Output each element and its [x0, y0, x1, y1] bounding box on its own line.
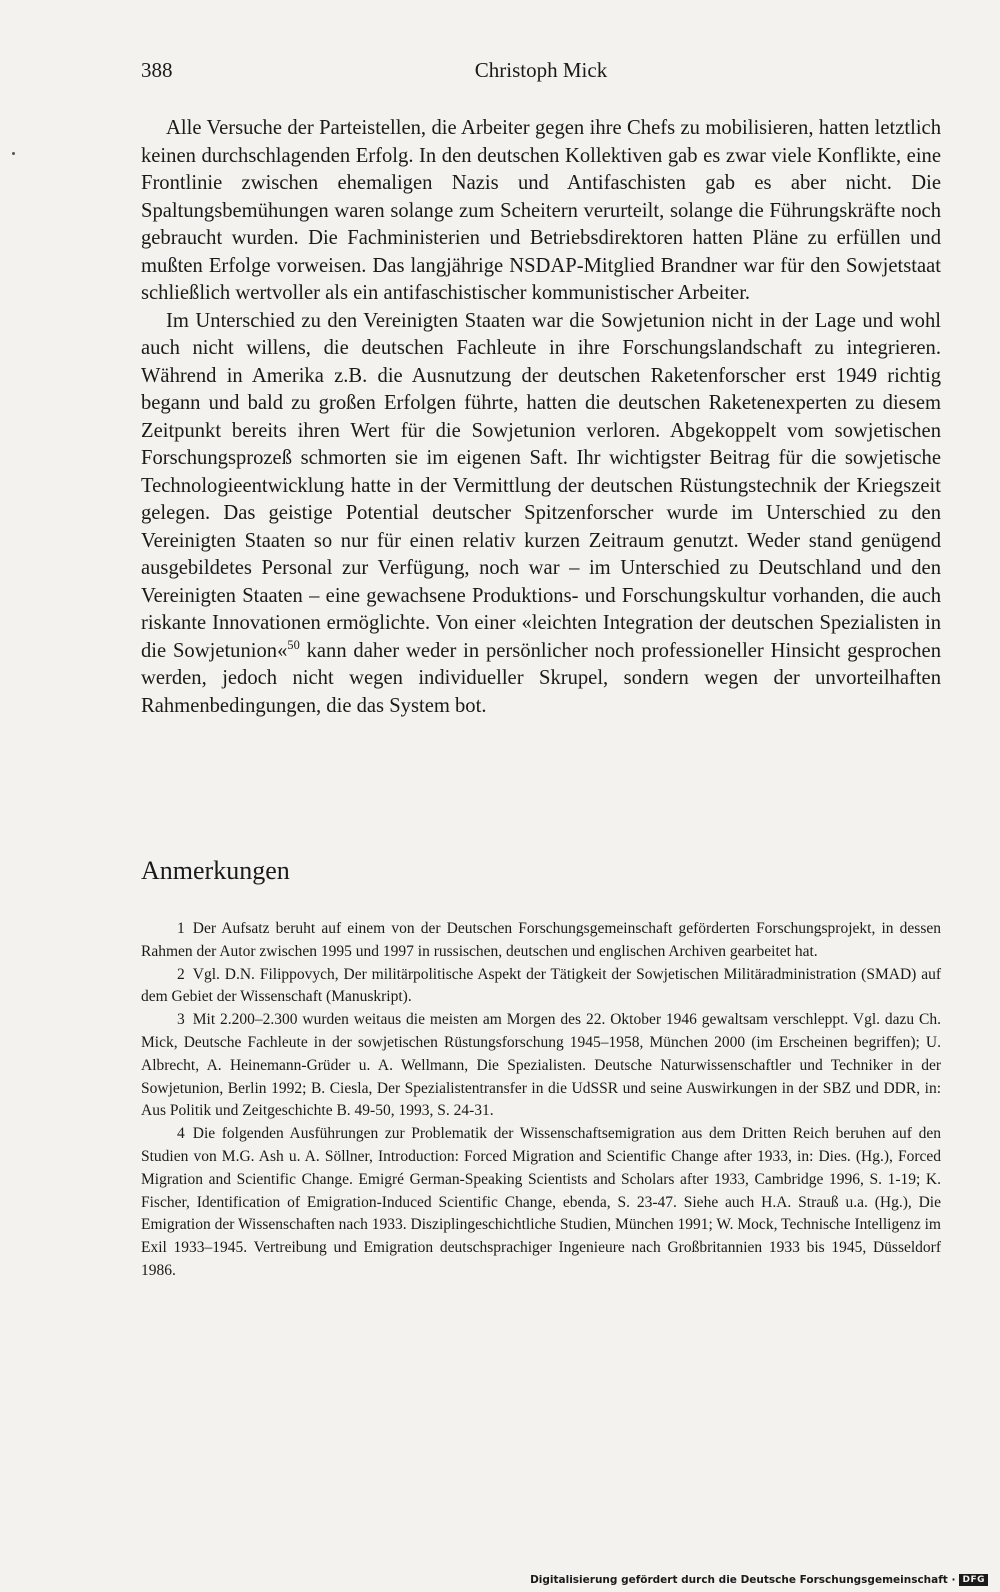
- note-item: [141, 1009, 941, 1123]
- dfg-logo-icon: DFG: [959, 1574, 988, 1586]
- note-number: 1: [177, 920, 185, 937]
- margin-mark: [12, 152, 15, 155]
- paragraph-2: [141, 308, 941, 721]
- footer-text: Digitalisierung gefördert durch die Deutsche Forschungsgemeinschaft ·: [530, 1574, 956, 1586]
- page-header: [141, 58, 941, 88]
- digitization-footer: [530, 1574, 988, 1586]
- note-text: Mit 2.200–2.300 wurden weitaus die meisten am Morgen des 22. Oktober 1946 gewaltsam verschleppt. Vgl. dazu Ch. Mick, Deutsche Fachleute in der sowjetischen Rüstungsforschung 1945–1958, München 2000 (im Erscheinen begriffen); U. Albrecht, A. Heinemann-Grüder u. A. Wellmann, Die Spezialisten. Deutsche Naturwissenschaftler und Techniker in der Sowjetunion, Berlin 1992; B. Ciesla, Der Spezialistentransfer in die UdSSR und seine Auswirkungen in der SBZ und DDR, in: Aus Politik und Zeitgeschichte B. 49-50, 1993, S. 24-31.: [141, 1011, 941, 1120]
- note-item: [141, 918, 941, 964]
- paragraph-1: Alle Versuche der Parteistellen, die Arbeiter gegen ihre Chefs zu mobilisieren, hatten letztlich keinen durchschlagenden Erfolg. In den deutschen Kollektiven gab es zwar viele Konflikte, eine Frontlinie zwischen ehemaligen Nazis und Antifaschisten gab es aber nicht. Die Spaltungsbemühungen waren solange zum Scheitern verurteilt, solange die Führungskräfte noch gebraucht wurden. Die Fachministerien und Betriebsdirektoren hatten Pläne zu erfüllen und mußten Erfolge vorweisen. Das langjährige NSDAP-Mitglied Brandner war für den Sowjetstaat schließlich wertvoller als ein antifaschistischer kommunistischer Arbeiter.: [141, 117, 941, 304]
- notes-list: [141, 918, 941, 1283]
- paragraph-2-continuation: kann daher weder in persönlicher noch professioneller Hinsicht gesprochen werden, jedoch nicht wegen individueller Skrupel, sondern wegen der unvorteilhaften Rahmenbedingungen, die das System bot.: [141, 639, 941, 717]
- note-number: 3: [177, 1011, 185, 1029]
- footnote-ref-50[interactable]: 50: [287, 637, 300, 652]
- note-text: Vgl. D.N. Filippovych, Der militärpolitische Aspekt der Tätigkeit der Sowjetischen Militäradministration (SMAD) auf dem Gebiet der Wissenschaft (Manuskript).: [141, 965, 941, 1006]
- page-number: 388: [141, 58, 173, 82]
- note-item: [141, 1123, 941, 1283]
- note-number: 2: [177, 965, 185, 983]
- running-head: Christoph Mick: [474, 58, 608, 82]
- body-text: [141, 115, 941, 720]
- note-item: [141, 964, 941, 1010]
- note-text: Der Aufsatz beruht auf einem von der Deutschen Forschungsgemeinschaft geförderten Forschungsprojekt, in dessen Rahmen der Autor zwischen 1995 und 1997 in russischen, deutschen und englischen Archiven gearbeitet hat.: [141, 920, 941, 960]
- notes-heading: Anmerkungen: [141, 856, 290, 885]
- note-number: 4: [177, 1125, 185, 1143]
- paragraph-2-text: Im Unterschied zu den Vereinigten Staaten war die Sowjetunion nicht in der Lage und wohl auch nicht willens, die deutschen Fachleute in ihre Forschungslandschaft zu integrieren. Während in Amerika z.B. die Ausnutzung der deutschen Raketenforscher erst 1949 richtig begann und bald zu großen Erfolgen führte, hatten die deutschen Raketenexperten zu diesem Zeitpunkt bereits ihren Wert für die Sowjetunion verloren. Abgekoppelt vom sowjetischen Forschungsprozeß schmorten sie im eigenen Saft. Ihr wichtigster Beitrag für die sowjetische Technologieentwicklung hatte in der Vermittlung der deutschen Rüstungstechnik der Kriegszeit gelegen. Das geistige Potential deutscher Spitzenforscher wurde im Unterschied zu den Vereinigten Staaten so nur für einen relativ kurzen Zeitraum genutzt. Weder stand genügend ausgebildetes Personal zur Verfügung, noch war – im Unterschied zu Deutschland und den Vereinigten Staaten – eine gewachsene Produktions- und Forschungskultur vorhanden, die auch riskante Innovationen ermöglichte. Von einer «leichten Integration der deutschen Spezialisten in die Sowjetunion«: [141, 309, 941, 662]
- note-text: Die folgenden Ausführungen zur Problematik der Wissenschaftsemigration aus dem Dritten Reich beruhen auf den Studien von M.G. Ash u. A. Söllner, Introduction: Forced Migration and Scientific Change after 1933, in: Dies. (Hg.), Forced Migration and Scientific Change. Emigré German-Speaking Scientists and Scholars after 1933, Cambridge 1996, S. 1-19; K. Fischer, Identification of Emigration-Induced Scientific Change, ebenda, S. 23-47. Siehe auch H.A. Strauß u.a. (Hg.), Die Emigration der Wissenschaften nach 1933. Disziplingeschichtliche Studien, München 1991; W. Mock, Technische Intelligenz im Exil 1933–1945. Vertreibung und Emigration deutschsprachiger Ingenieure nach Großbritannien 1933 bis 1945, Düsseldorf 1986.: [141, 1125, 941, 1279]
